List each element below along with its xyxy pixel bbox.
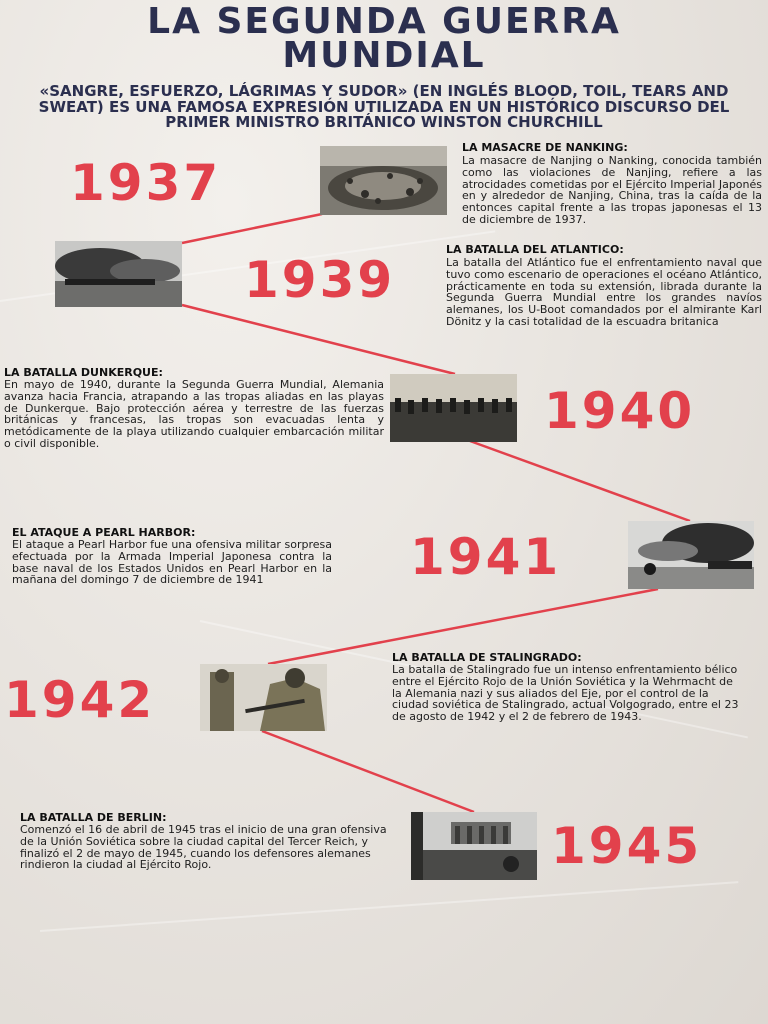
berlin-brandenburg-photo	[411, 812, 537, 880]
year-1940: 1940	[544, 382, 696, 440]
event-text-dunkerque: En mayo de 1940, durante la Segunda Guerra Mundial, Alemania avanza hacia Francia, atrapando a las tropas aliadas en las playas de Dunkerque. Bajo protección aérea y terrestre de las fuerzas británicas y francesas, las tropas son evacuadas lenta y metódicamente de la playa utilizando cualquier embarcación militar o civil disponible.	[4, 378, 384, 450]
event-title-atlantico: LA BATALLA DEL ATLANTICO:	[446, 243, 624, 256]
year-1939: 1939	[244, 251, 396, 309]
event-title-nanking: LA MASACRE DE NANKING:	[462, 141, 628, 154]
year-1942: 1942	[4, 671, 156, 729]
timeline-line-1937-1939	[182, 214, 322, 243]
timeline-line-1942-1945	[262, 731, 474, 812]
timeline-line-1939-1940	[182, 305, 455, 374]
event-text-berlin: Comenzó el 16 de abril de 1945 tras el inicio de una gran ofensiva de la Unión Soviética sobre la ciudad capital del Tercer Reich, y finalizó el 2 de mayo de 1945, cuando los defensores alemanes rindieron la ciudad al Ejército Rojo.	[20, 823, 387, 872]
page-title-line1: LA SEGUNDA GUERRA	[147, 1, 621, 42]
event-text-nanking: La masacre de Nanjing o Nanking, conocida también como las violaciones de Nanjing, refiere a las atrocidades cometidas por el Ejército Imperial Japonés en y alrededor de Nanjing, China, tras la caída de la entonces capital frente a las tropas japonesas el 13 de diciembre de 1937.	[462, 154, 762, 226]
year-1937: 1937	[70, 154, 222, 212]
event-title-dunkerque: LA BATALLA DUNKERQUE:	[4, 366, 163, 379]
pearl-harbor-photo	[628, 521, 754, 589]
nanking-ruins-photo	[320, 146, 447, 215]
event-title-stalingrado: LA BATALLA DE STALINGRADO:	[392, 651, 582, 664]
timeline-line-1940-1941	[470, 441, 690, 521]
year-1945: 1945	[551, 817, 703, 875]
event-title-pearl-harbor: EL ATAQUE A PEARL HARBOR:	[12, 526, 196, 539]
dunkirk-troops-photo	[390, 374, 517, 442]
page-title-line2: MUNDIAL	[282, 35, 486, 76]
atlantic-ship-smoke-photo	[55, 241, 182, 307]
event-text-pearl-harbor: El ataque a Pearl Harbor fue una ofensiva militar sorpresa efectuada por la Armada Imperial Japonesa contra la base naval de los Estados Unidos en Pearl Harbor en la mañana del domingo 7 de diciembre de 1941	[12, 538, 332, 587]
stalingrad-soldiers-photo	[200, 664, 327, 731]
event-text-stalingrado: La batalla de Stalingrado fue un intenso enfrentamiento bélico entre el Ejército Rojo de la Unión Soviética y la Wehrmacht de la Alemania nazi y sus aliados del Eje, por el control de la ciudad soviética de Stalingrado, actual Volgogrado, entre el 23 de agosto de 1942 y el 2 de febrero de 1943.	[392, 663, 739, 724]
year-1941: 1941	[410, 528, 562, 586]
event-title-berlin: LA BATALLA DE BERLIN:	[20, 811, 167, 824]
event-text-atlantico: La batalla del Atlántico fue el enfrentamiento naval que tuvo como escenario de operaciones el océano Atlántico, prácticamente en toda su extensión, librada durante la Segunda Guerra Mundial entre los grandes navíos alemanes, los U-Boot comandados por el almirante Karl Dönitz y la casi totalidad de la escuadra britanica	[446, 256, 762, 328]
subtitle-quote: «SANGRE, ESFUERZO, LÁGRIMAS Y SUDOR» (EN INGLÉS BLOOD, TOIL, TEARS AND SWEAT) ES UNA FAMOSA EXPRESIÓN UTILIZADA EN UN HISTÓRICO DISCURSO DEL PRIMER MINISTRO BRITÁNICO WINSTON CHURCHILL	[38, 82, 730, 131]
